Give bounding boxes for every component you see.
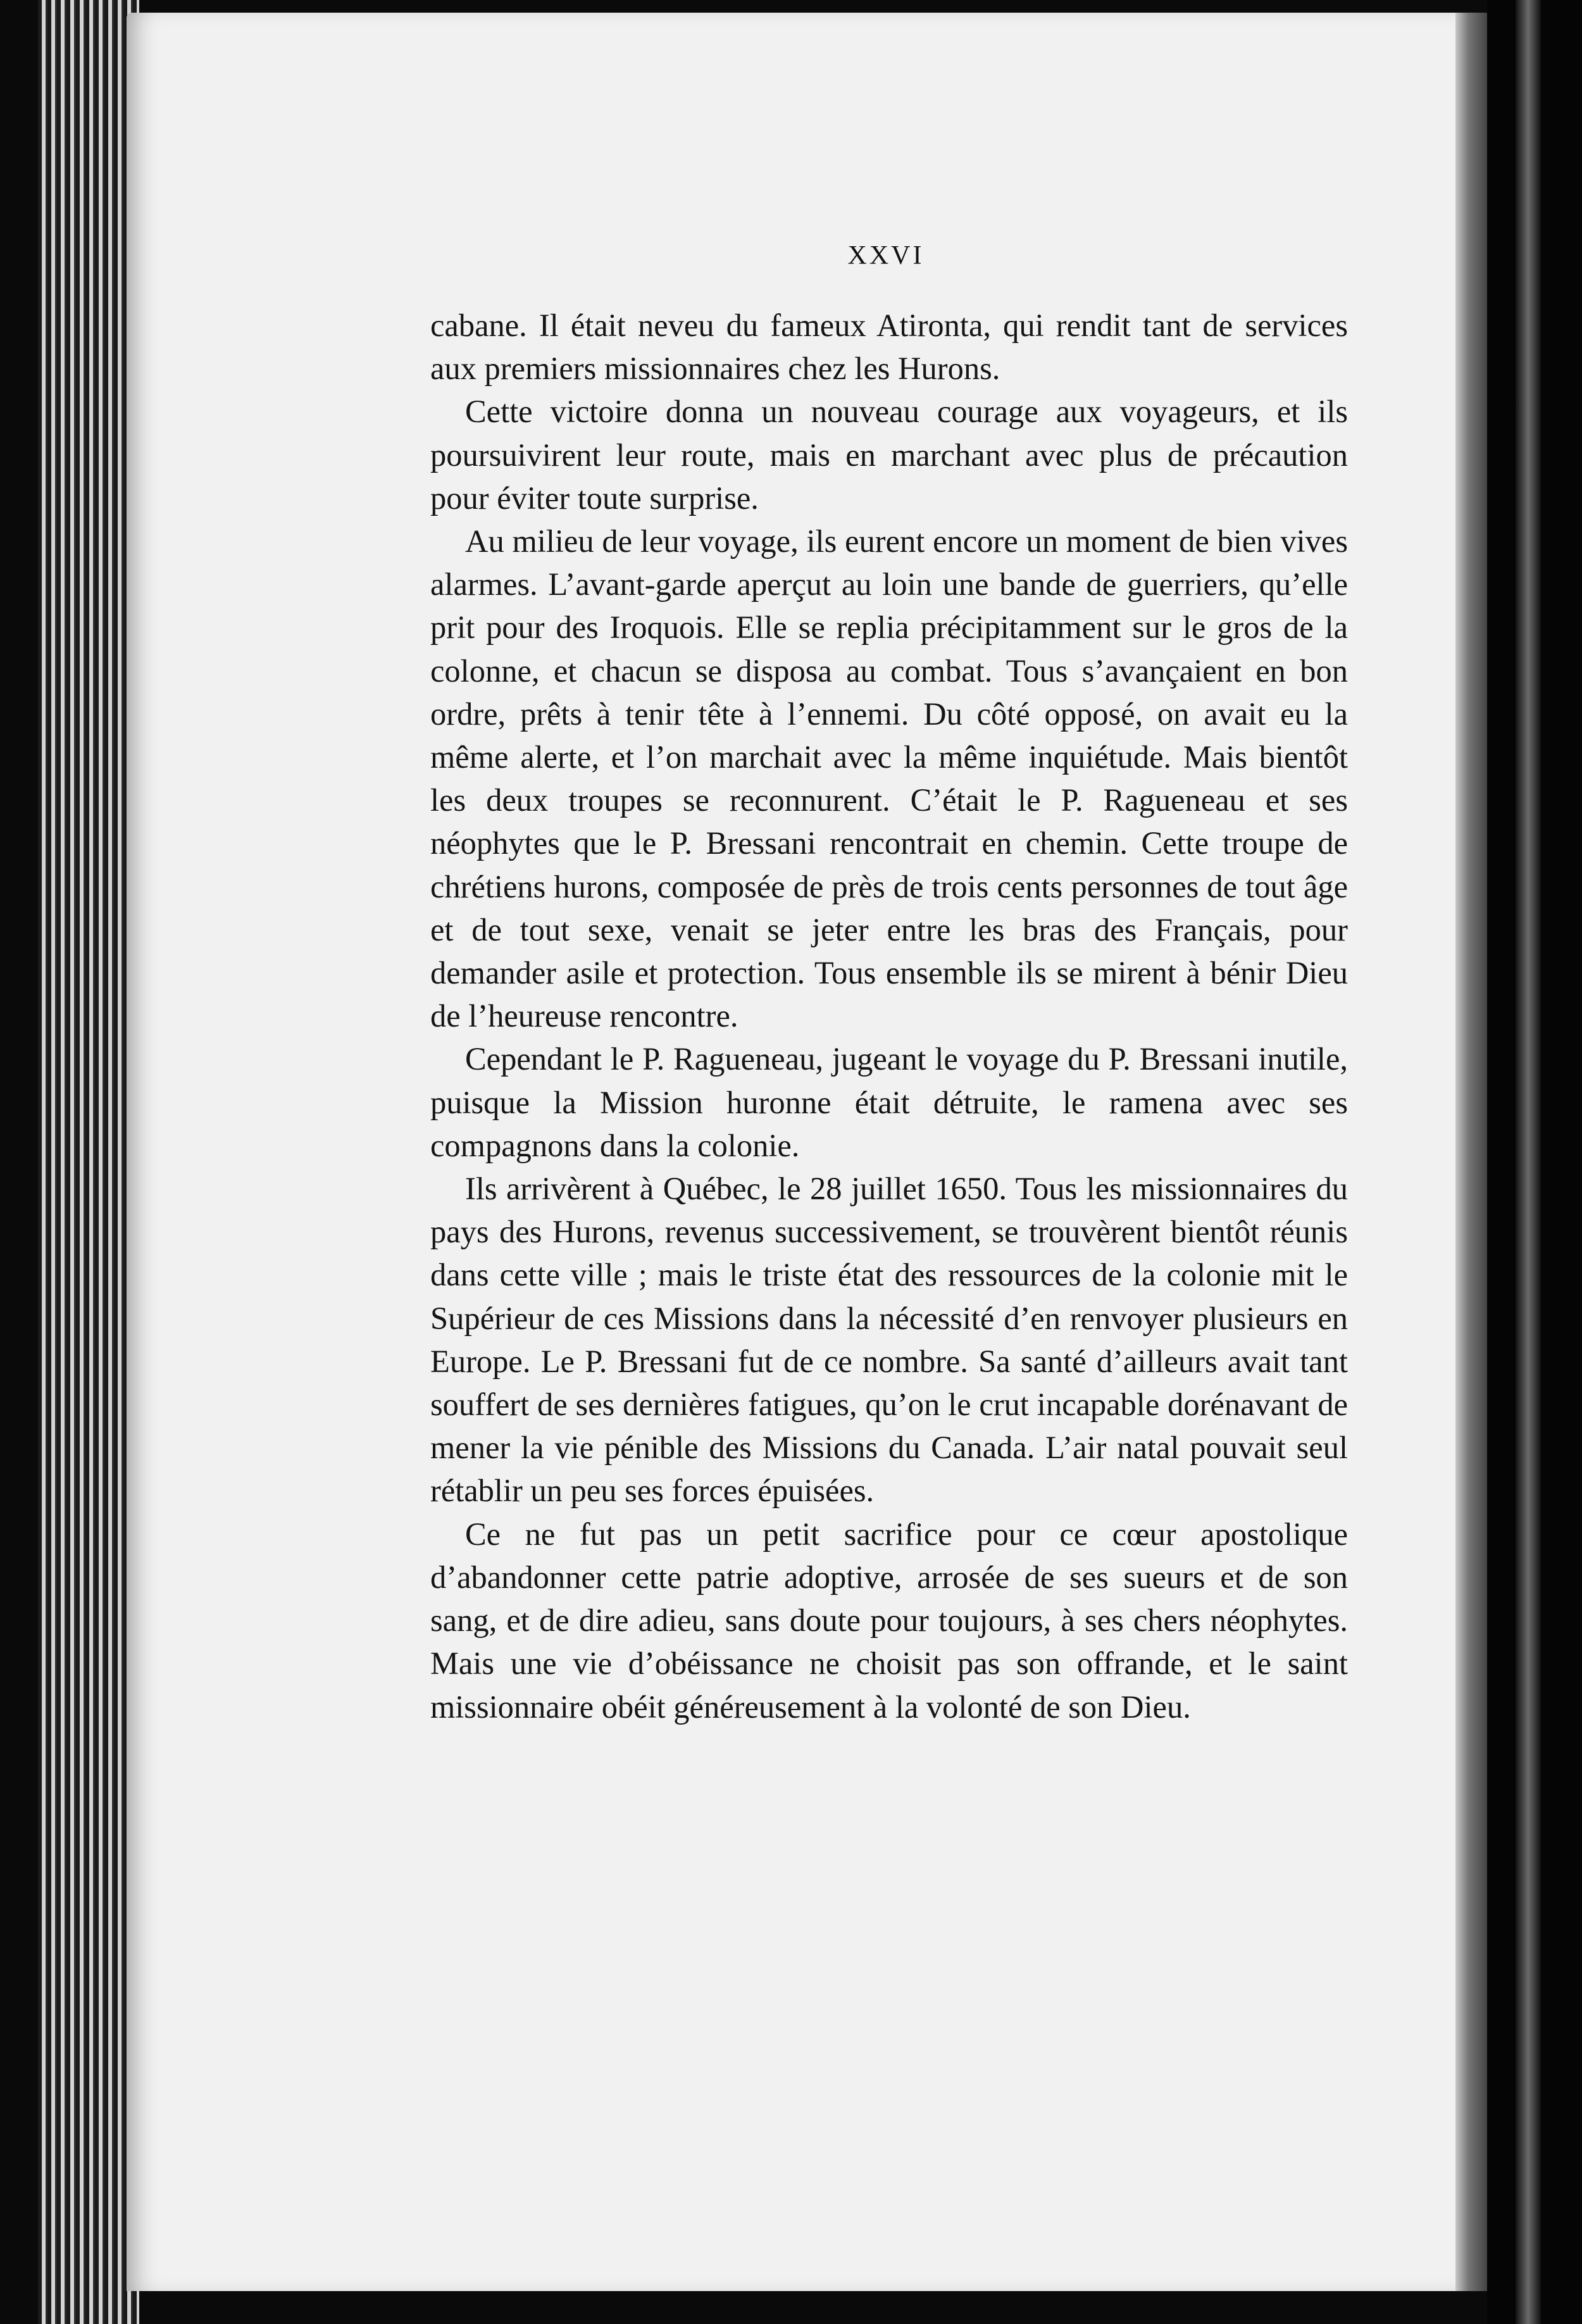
paragraph-1: cabane. Il était neveu du fameux Atironta, qui rendit tant de services aux premiers missionnaires chez les Hurons. [430,308,1348,387]
body-text [430,304,1348,1728]
paragraph-6: Ce ne fut pas un petit sacrifice pour ce cœur apostolique d’abandonner cette patrie adoptive, arrosée de ses sueurs et de son sang, et de dire adieu, sans doute pour toujours, à ses chers néophytes. Mais une vie d’obéissance ne choisit pas son offrande, et le saint missionnaire obéit généreusement à la volonté de son Dieu. [430,1516,1348,1725]
page-number: XXVI [847,241,925,270]
book-page-edges [38,0,139,2324]
paragraph-4: Cependant le P. Ragueneau, jugeant le voyage du P. Bressani inutile, puisque la Mission huronne était détruite, le ramena avec ses compagnons dans la colonie. [430,1041,1348,1163]
paragraph-2: Cette victoire donna un nouveau courage aux voyageurs, et ils poursuivirent leur route, mais en marchant avec plus de précaution pour éviter toute surprise. [430,394,1348,516]
right-page-edge [1516,0,1541,2324]
paragraph-5: Ils arrivèrent à Québec, le 28 juillet 1650. Tous les missionnaires du pays des Hurons, revenus successivement, se trouvèrent bientôt réunis dans cette ville ; mais le triste état des ressources de la colonie mit le Supérieur de ces Missions dans la nécessité d’en renvoyer plusieurs en Europe. Le P. Bressani fut de ce nombre. Sa santé d’ailleurs avait tant souffert de ses dernières fatigues, qu’on le crut incapable dorénavant de mener la vie pénible des Missions du Canada. L’air natal pouvait seul rétablir un peu ses forces épuisées. [430,1171,1348,1509]
paragraph-3: Au milieu de leur voyage, ils eurent encore un moment de bien vives alarmes. L’avant-garde aperçut au loin une bande de guerriers, qu’elle prit pour des Iroquois. Elle se replia précipitamment sur le gros de la colonne, et chacun se disposa au combat. Tous s’avançaient en bon ordre, prêts à tenir tête à l’ennemi. Du côté opposé, on avait eu la même alerte, et l’on marchait avec la même inquiétude. Mais bientôt les deux troupes se reconnurent. C’était le P. Ragueneau et ses néophytes que le P. Bressani rencontrait en chemin. Cette troupe de chrétiens hurons, composée de près de trois cents personnes de tout âge et de tout sexe, venait se jeter entre les bras des Français, pour demander asile et protection. Tous ensemble ils se mirent à bénir Dieu de l’heureuse rencontre. [430,523,1348,1034]
binding-shadow [1455,13,1487,2291]
